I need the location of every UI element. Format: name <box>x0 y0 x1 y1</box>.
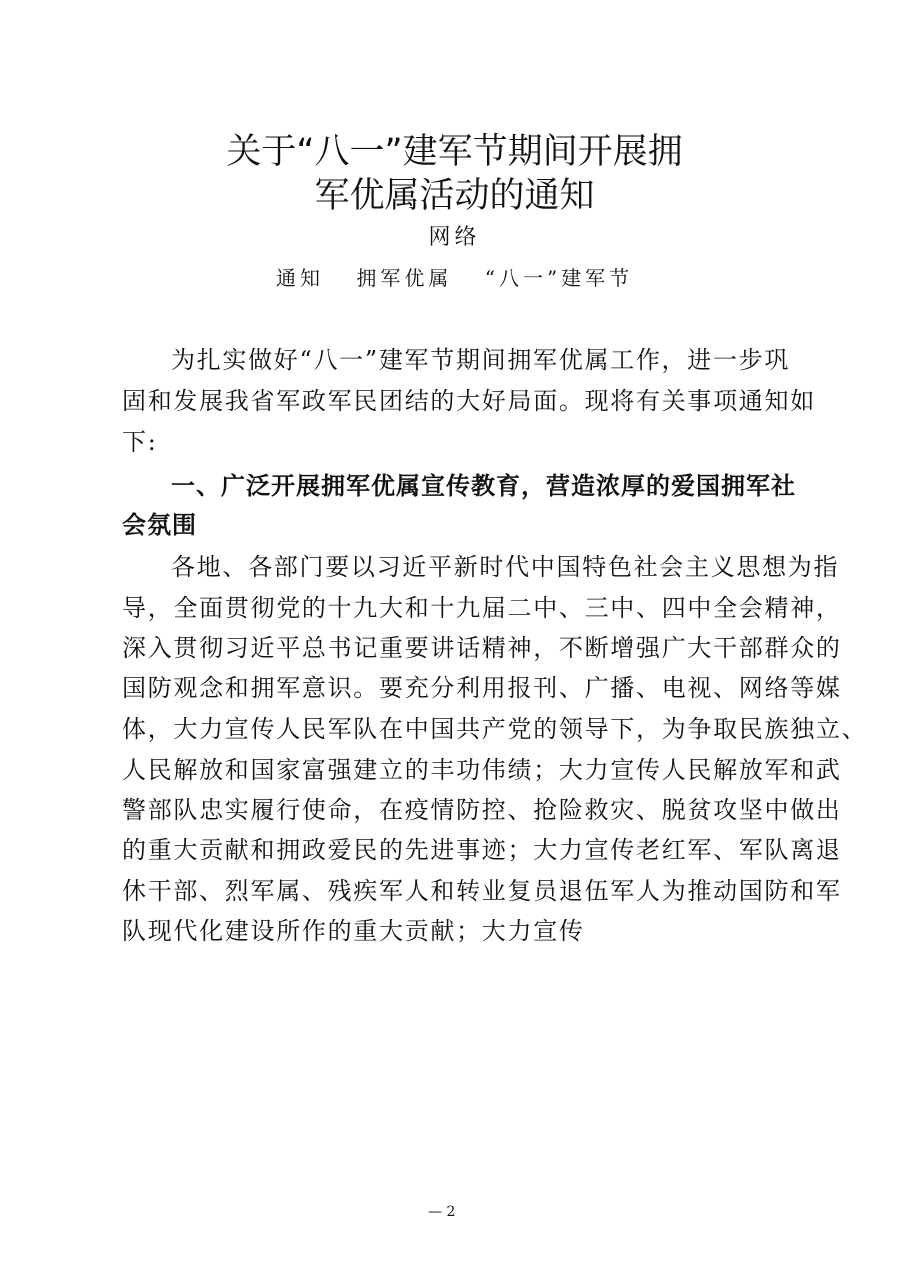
paragraph-line: 国防观念和拥军意识。要充分利用报刊、广播、电视、网络等媒 <box>122 674 842 702</box>
paragraph-line: 警部队忠实履行使命，在疫情防控、抢险救灾、脱贫攻坚中做出 <box>122 796 842 824</box>
document-author: 网络 <box>428 225 481 250</box>
page-number: — 2 <box>428 1204 456 1220</box>
paragraph-line: 体，大力宣传人民军队在中国共产党的领导下，为争取民族独立、 <box>122 715 868 743</box>
keyword: 拥军优属 <box>356 266 453 290</box>
paragraph-line: 人民解放和国家富强建立的丰功伟绩；大力宣传人民解放军和武 <box>122 756 842 784</box>
paragraph-line: 导，全面贯彻党的十九大和十九届二中、三中、四中全会精神， <box>122 594 842 622</box>
keyword: 通知 <box>276 266 324 290</box>
document-title-line-1: 关于“八一”建军节期间开展拥 <box>226 132 683 172</box>
section-heading-line: 会氛围 <box>122 511 197 539</box>
document-title-line-2: 军优属活动的通知 <box>314 176 595 216</box>
paragraph-line: 休干部、烈军属、残疾军人和转业复员退伍军人为推动国防和军 <box>122 877 842 905</box>
paragraph-line: 各地、各部门要以习近平新时代中国特色社会主义思想为指 <box>171 553 840 581</box>
paragraph-line: 的重大贡献和拥政爱民的先进事迹；大力宣传老红军、军队离退 <box>122 836 842 864</box>
paragraph-line: 下: <box>122 428 158 456</box>
paragraph-line: 队现代化建设所作的重大贡献；大力宣传 <box>122 917 585 945</box>
paragraph-line: 固和发展我省军政军民团结的大好局面。现将有关事项通知如 <box>122 387 816 415</box>
document-keywords <box>276 264 655 292</box>
paragraph-line: 为扎实做好“八一”建军节期间拥军优属工作，进一步巩 <box>171 346 791 374</box>
paragraph-line: 深入贯彻习近平总书记重要讲话精神，不断增强广大干部群众的 <box>122 634 842 662</box>
section-heading-line: 一、广泛开展拥军优属宣传教育，营造浓厚的爱国拥军社 <box>171 472 796 500</box>
keyword: “八一”建军节 <box>484 266 634 290</box>
